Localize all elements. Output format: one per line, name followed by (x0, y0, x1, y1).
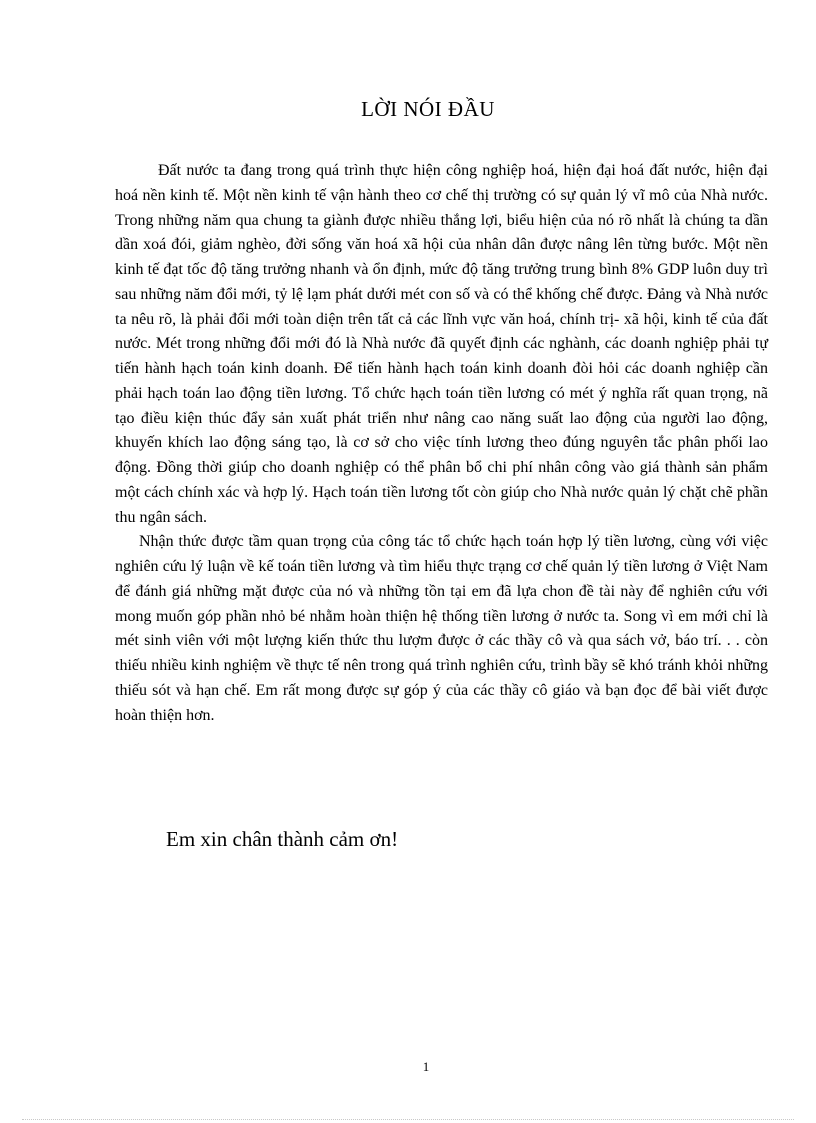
page-number: 1 (422, 1059, 430, 1074)
paragraph-intro: Đất nước ta đang trong quá trình thực hiện công nghiệp hoá, hiện đại hoá đất nước, hiện đại hoá nền kinh tế. Một nền kinh tế vận hành theo cơ chế thị trường có sự quản lý vĩ mô của Nhà nước. Trong những năm qua chung ta giành được nhiều thắng lợi, biểu hiện của nó rõ nhất là chúng ta dần dần xoá đói, giảm nghèo, đời sống văn hoá xã hội của nhân dân được nâng lên từng bước. Một nền kinh tế đạt tốc độ tăng trưởng nhanh và ổn định, mức độ tăng trưởng trung bình 8% GDP luôn duy trì sau những năm đổi mới, tỷ lệ lạm phát dưới mét con số và có thể khống chế được. Đảng và Nhà nước ta nêu rõ, là phải đổi mới toàn diện trên tất cả các lĩnh vực văn hoá, chính trị- xã hội, kinh tế của đất nước. Mét trong những đổi mới đó là Nhà nước đã quyết định các nghành, các doanh nghiệp phải tự tiến hành hạch toán kinh doanh. Để tiến hành hạch toán kinh doanh đòi hỏi các doanh nghiệp cần phải hạch toán lao động tiền lương. Tổ chức hạch toán tiền lương có mét ý nghĩa rất quan trọng, nã tạo điều kiện thúc đẩy sản xuất phát triển như nâng cao năng suất lao động của người lao động, khuyến khích lao động sáng tạo, là cơ sở cho việc tính lương theo đúng nguyên tắc phân phối lao động. Đồng thời giúp cho doanh nghiệp có thể phân bổ chi phí nhân công vào giá thành sản phẩm một cách chính xác và hợp lý. Hạch toán tiền lương tốt còn giúp cho Nhà nước quản lý chặt chẽ phần thu ngân sách. (115, 162, 768, 526)
page-title: LỜI NÓI ĐẦU (361, 97, 495, 121)
closing-thanks: Em xin chân thành cảm ơn! (166, 827, 399, 851)
body-text (115, 159, 768, 728)
page-bottom-border (22, 1119, 794, 1120)
paragraph-motivation: Nhận thức được tầm quan trọng của công tác tổ chức hạch toán hợp lý tiền lương, cùng với việc nghiên cứu lý luận về kế toán tiền lương và tìm hiểu thực trạng cơ chế quản lý tiền lương ở Việt Nam để đánh giá những mặt được của nó và những tồn tại em đã lựa chon đề tài này để nghiên cứu với mong muốn góp phần nhỏ bé nhằm hoàn thiện hệ thống tiền lương ở nước ta. Song vì em mới chỉ là mét sinh viên với một lượng kiến thức thu lượm được ở các thầy cô và qua sách vở, báo trí. . . còn thiếu nhiều kinh nghiệm về thực tế nên trong quá trình nghiên cứu, trình bầy sẽ khó tránh khỏi những thiếu sót và hạn chế. Em rất mong được sự góp ý của các thầy cô giáo và bạn đọc để bài viết được hoàn thiện hơn. (115, 533, 768, 724)
